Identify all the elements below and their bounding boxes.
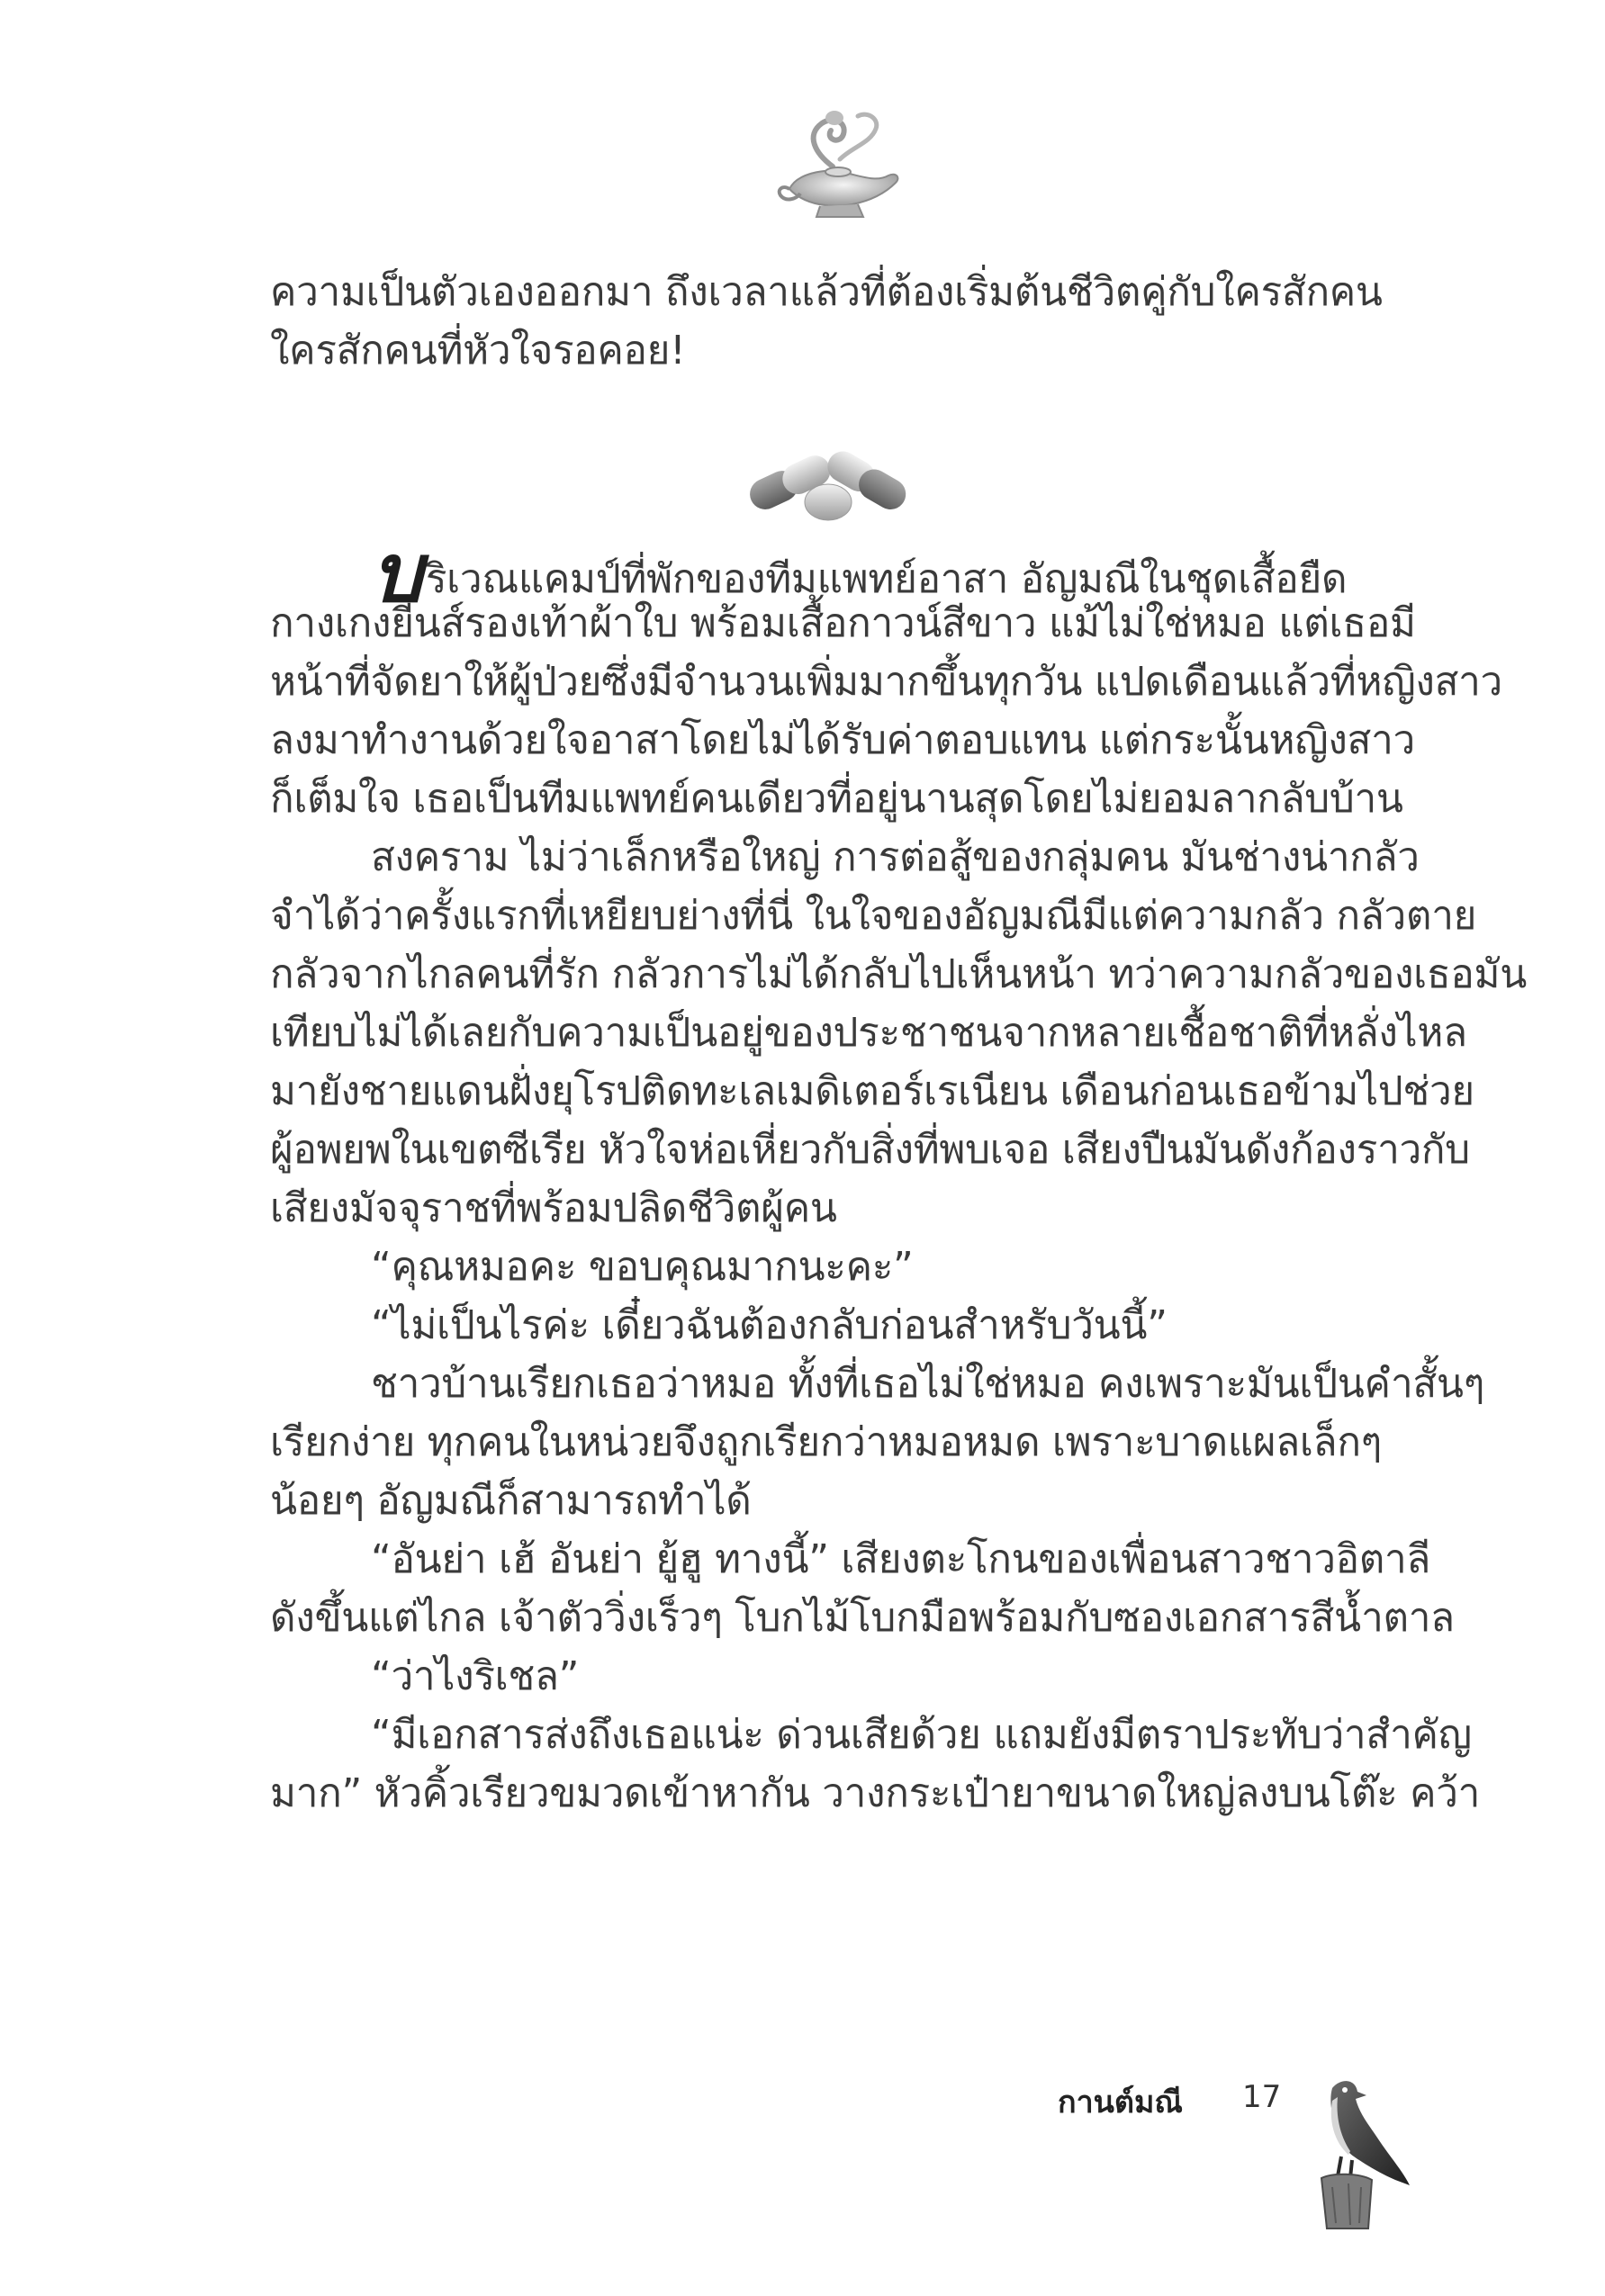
main-paragraphs xyxy=(270,526,1528,1823)
text-line: “คุณหมอคะ ขอบคุณมากนะคะ” xyxy=(371,1244,914,1290)
text-line: เทียบไม่ได้เลยกับความเป็นอยู่ของประชาชนจากหลายเชื้อชาติที่หลั่งไหล xyxy=(270,1010,1467,1056)
text-line: ความเป็นตัวเองออกมา ถึงเวลาแล้วที่ต้องเริ่มต้นชีวิตคู่กับใครสักคน xyxy=(270,269,1383,315)
author-name: กานต์มณี xyxy=(1058,2084,1183,2120)
text-line: น้อยๆ อัญมณีก็สามารถทำได้ xyxy=(270,1478,752,1524)
text-line: สงคราม ไม่ว่าเล็กหรือใหญ่ การต่อสู้ของกลุ่มคน มันช่างน่ากลัว xyxy=(371,834,1420,880)
text-line: กลัวจากไกลคนที่รัก กลัวการไม่ได้กลับไปเห็นหน้า ทว่าความกลัวของเธอมัน xyxy=(270,951,1528,997)
text-line: “อันย่า เฮ้ อันย่า ยู้ฮู ทางนี้” เสียงตะโกนของเพื่อนสาวชาวอิตาลี xyxy=(371,1536,1431,1582)
text-line: “มีเอกสารส่งถึงเธอแน่ะ ด่วนเสียด้วย แถมยังมีตราประทับว่าสำคัญ xyxy=(371,1712,1472,1758)
first-line xyxy=(270,526,1404,621)
text-line: มายังชายแดนฝั่งยุโรปติดทะเลเมดิเตอร์เรเนียน เดือนก่อนเธอข้ามไปช่วย xyxy=(270,1068,1474,1114)
text-line: ลงมาทำงานด้วยใจอาสาโดยไม่ได้รับค่าตอบแทน แต่กระนั้นหญิงสาว xyxy=(270,717,1415,763)
text-line: ก็เต็มใจ เธอเป็นทีมแพทย์คนเดียวที่อยู่นานสุดโดยไม่ยอมลากลับบ้าน xyxy=(270,776,1403,822)
text-line: กางเกงยีนส์รองเท้าผ้าใบ พร้อมเสื้อกาวน์สีขาว แม้ไม่ใช่หมอ แต่เธอมี xyxy=(270,600,1416,646)
text-line: ดังขึ้นแต่ไกล เจ้าตัววิ่งเร็วๆ โบกไม้โบกมือพร้อมกับซองเอกสารสีน้ำตาล xyxy=(270,1595,1455,1641)
capsule-pills-icon xyxy=(738,432,918,527)
text-line: ชาวบ้านเรียกเธอว่าหมอ ทั้งที่เธอไม่ใช่หมอ คงเพราะมันเป็นคำสั้นๆ xyxy=(371,1361,1485,1407)
genie-lamp-icon xyxy=(770,104,905,225)
text-line: เรียกง่าย ทุกคนในหน่วยจึงถูกเรียกว่าหมอหมด เพราะบาดแผลเล็กๆ xyxy=(270,1419,1383,1465)
text-line: “ไม่เป็นไรค่ะ เดี๋ยวฉันต้องกลับก่อนสำหรับวันนี้” xyxy=(371,1302,1168,1348)
text-line: จำได้ว่าครั้งแรกที่เหยียบย่างที่นี่ ในใจของอัญมณีมีแต่ความกลัว กลัวตาย xyxy=(270,893,1477,939)
falcon-icon xyxy=(1296,2070,1413,2232)
page-number: 17 xyxy=(1242,2079,1282,2115)
text-line: มาก” หัวคิ้วเรียวขมวดเข้าหากัน วางกระเป๋ายาขนาดใหญ่ลงบนโต๊ะ คว้า xyxy=(270,1770,1481,1816)
intro-paragraph xyxy=(270,263,1404,380)
text-line: เสียงมัจจุราชที่พร้อมปลิดชีวิตผู้คน xyxy=(270,1185,837,1231)
text-line: หน้าที่จัดยาให้ผู้ป่วยซึ่งมีจำนวนเพิ่มมากขึ้นทุกวัน แปดเดือนแล้วที่หญิงสาว xyxy=(270,659,1502,705)
body-lines xyxy=(270,594,1528,1823)
first-line-text: ริเวณแคมป์ที่พักของทีมแพทย์อาสา อัญมณีในชุดเสื้อยืด xyxy=(425,556,1348,602)
text-line: ใครสักคนที่หัวใจรอคอย! xyxy=(270,328,686,374)
text-line: “ว่าไงริเชล” xyxy=(371,1653,580,1699)
text-line: ผู้อพยพในเขตซีเรีย หัวใจห่อเหี่ยวกับสิ่งที่พบเจอ เสียงปืนมันดังก้องราวกับ xyxy=(270,1127,1470,1173)
drop-cap: บ xyxy=(371,526,422,621)
